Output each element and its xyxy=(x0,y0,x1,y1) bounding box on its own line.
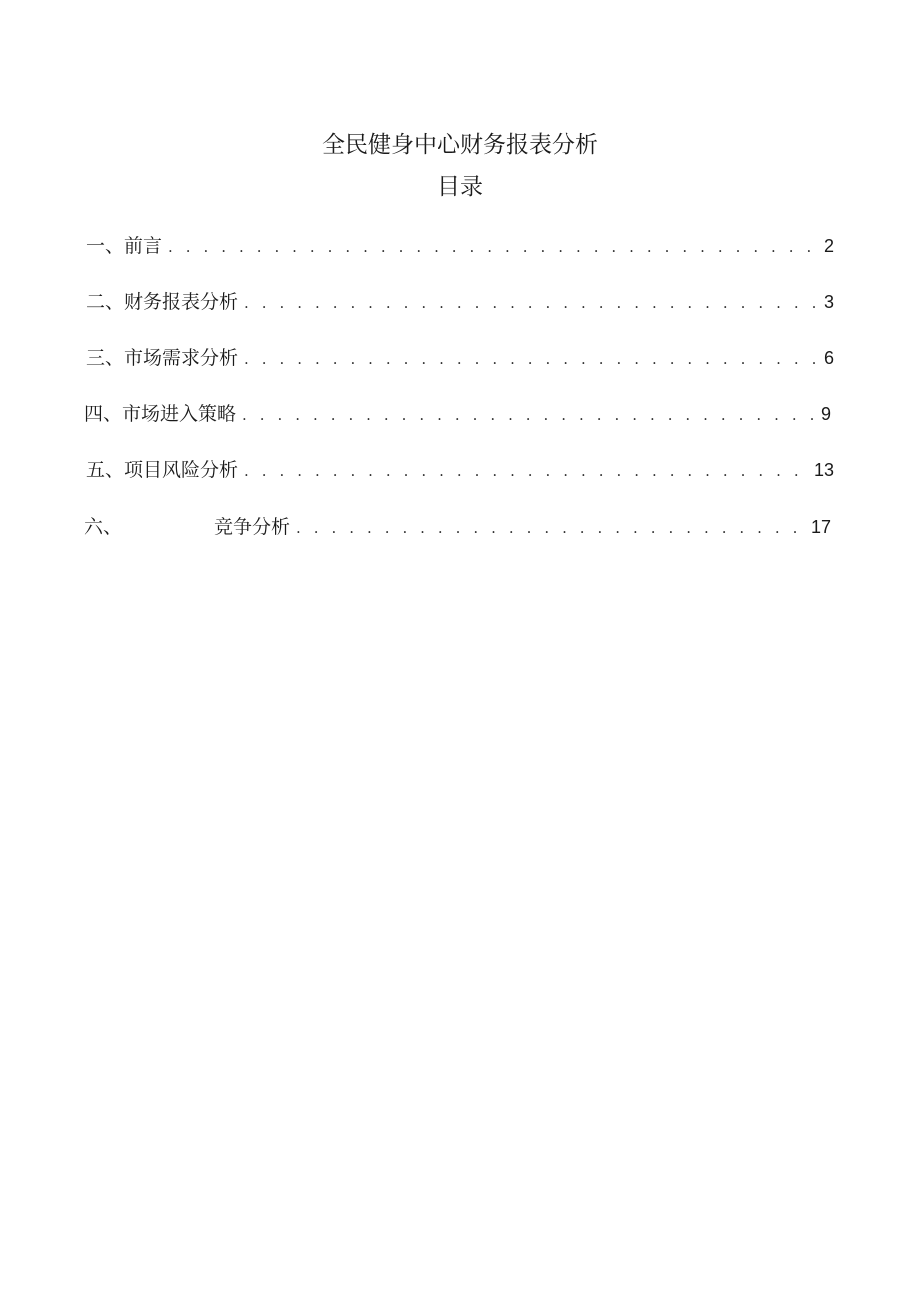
toc-entry-label: 竞争分析 xyxy=(214,516,291,538)
toc-entry-label: 项目风险分析 xyxy=(124,459,239,481)
toc-entry-number: 六、 xyxy=(84,516,123,538)
toc-entry-number: 二、 xyxy=(86,291,125,313)
toc-entry-number: 五、 xyxy=(86,459,125,481)
toc-heading: 目录 xyxy=(437,174,483,200)
toc-entry-project-risk[interactable] xyxy=(86,455,834,485)
toc-entry-label: 市场需求分析 xyxy=(124,347,239,369)
toc-entry-financial-analysis[interactable] xyxy=(86,287,834,317)
toc-entry-competition[interactable] xyxy=(84,512,831,542)
toc-entry-number: 三、 xyxy=(86,347,125,369)
toc-entry-preface[interactable] xyxy=(86,231,834,261)
toc-entry-label: 前言 xyxy=(124,235,163,257)
toc-dot-leader xyxy=(244,344,820,374)
toc-dot-leader xyxy=(168,232,820,262)
toc-dot-leader xyxy=(296,513,807,543)
toc-entry-page: 2 xyxy=(823,236,834,256)
toc-entry-label: 市场进入策略 xyxy=(122,403,237,425)
toc-entry-market-entry[interactable] xyxy=(84,399,831,429)
toc-dot-leader xyxy=(242,400,817,430)
toc-entry-number: 四、 xyxy=(84,403,123,425)
toc-entry-page: 13 xyxy=(813,460,834,480)
toc-entry-page: 17 xyxy=(810,517,831,537)
toc-entry-number: 一、 xyxy=(86,235,125,257)
toc-entry-page: 9 xyxy=(820,404,831,424)
toc-entry-page: 3 xyxy=(823,292,834,312)
toc-entry-page: 6 xyxy=(823,348,834,368)
document-title: 全民健身中心财务报表分析 xyxy=(322,132,598,158)
toc-dot-leader xyxy=(244,456,810,486)
toc-entry-label: 财务报表分析 xyxy=(124,291,239,313)
toc-dot-leader xyxy=(244,288,820,318)
toc-entry-market-demand[interactable] xyxy=(86,343,834,373)
